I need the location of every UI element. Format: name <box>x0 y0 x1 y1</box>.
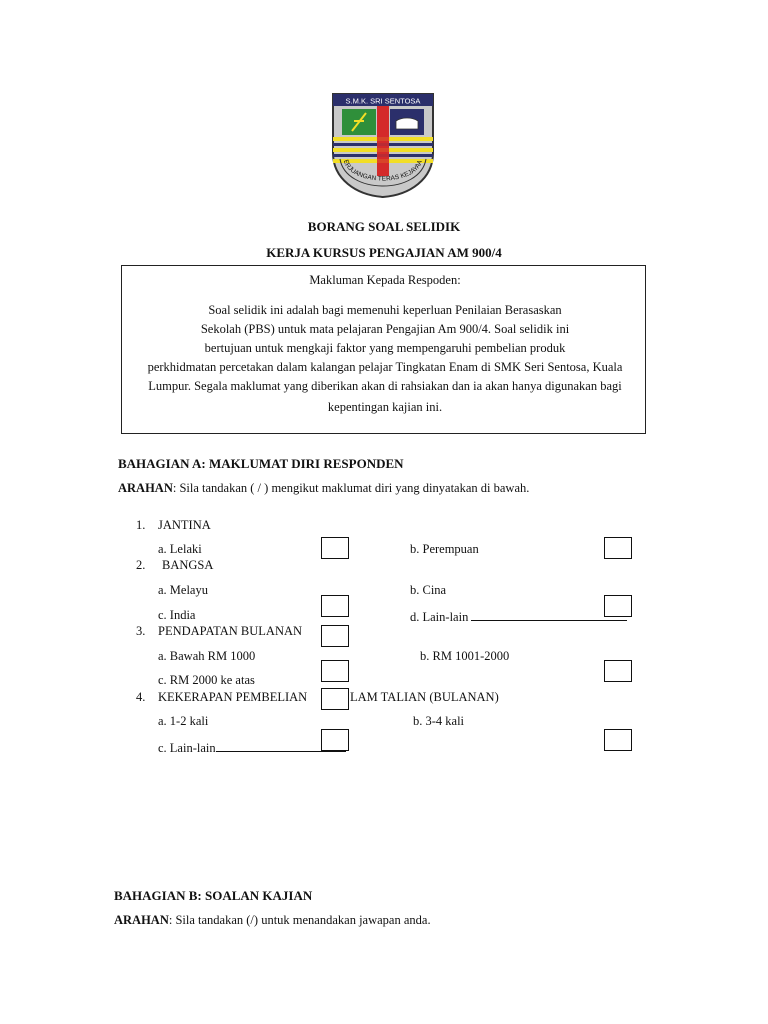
instruction-text: : Sila tandakan ( / ) mengikut maklumat diri yang dinyatakan di bawah. <box>172 481 530 495</box>
instruction-label: ARAHAN <box>118 481 173 495</box>
option-label: d. Lain-lain <box>410 610 469 624</box>
crest-motto: ERJUANGAN TERAS KEJAYAA <box>341 158 425 183</box>
fill-in-line[interactable] <box>471 608 627 621</box>
form-subtitle: KERJA KURSUS PENGAJIAN AM 900/4 <box>266 245 502 260</box>
option-label: b. RM 1001-2000 <box>420 649 510 663</box>
section-a-heading: BAHAGIAN A: MAKLUMAT DIRI RESPONDEN <box>118 456 404 471</box>
form-title: BORANG SOAL SELIDIK <box>307 219 461 234</box>
school-crest <box>330 91 436 199</box>
option-label: c. Lain-lain <box>158 741 216 755</box>
checkbox-bawah-1000[interactable] <box>321 660 349 682</box>
question-label-kekerapan-rest: LAM TALIAN (BULANAN) <box>350 690 499 704</box>
checkbox-3-4-kali[interactable] <box>604 729 632 751</box>
checkbox-lelaki[interactable] <box>321 537 349 559</box>
question-number: 4. <box>136 690 146 704</box>
section-a-instruction <box>118 481 529 496</box>
option-label: c. India <box>158 608 196 622</box>
notice-heading: Makluman Kepada Respoden: <box>309 273 461 287</box>
checkbox-1001-2000[interactable] <box>604 660 632 682</box>
checkbox-india[interactable] <box>321 625 349 647</box>
crest-top-text: S.M.K. SRI SENTOSA <box>345 96 421 106</box>
question-number: 2. <box>136 558 146 572</box>
notice-line: kepentingan kajian ini. <box>327 400 443 414</box>
notice-line: perkhidmatan percetakan dalam kalangan pelajar Tingkatan Enam di SMK Seri Sentosa, Kuala <box>147 360 623 374</box>
notice-box <box>121 265 646 434</box>
notice-line: Soal selidik ini adalah bagi memenuhi keperluan Penilaian Berasaskan <box>208 303 562 317</box>
option-label: b. Cina <box>410 583 447 597</box>
fill-in-line[interactable] <box>216 739 346 752</box>
question-label-pendapatan: PENDAPATAN BULANAN <box>158 624 303 638</box>
option-lain-lain <box>410 608 627 625</box>
checkbox-2000-ke-atas[interactable] <box>321 688 349 710</box>
instruction-text: : Sila tandakan (/) untuk menandakan jawapan anda. <box>168 913 431 927</box>
option-label: b. 3-4 kali <box>413 714 465 728</box>
checkbox-perempuan[interactable] <box>604 537 632 559</box>
question-number: 1. <box>136 518 146 532</box>
notice-line: Lumpur. Segala maklumat yang diberikan akan di rahsiakan dan ia akan hanya digunakan bagi <box>148 379 622 393</box>
section-b-heading: BAHAGIAN B: SOALAN KAJIAN <box>114 888 313 903</box>
notice-line: bertujuan untuk mengkaji faktor yang mempengaruhi pembelian produk <box>204 341 566 355</box>
option-label: b. Perempuan <box>410 542 479 556</box>
option-lain-lain-kekerapan <box>158 739 346 756</box>
checkbox-melayu[interactable] <box>321 595 349 617</box>
option-label: a. Lelaki <box>158 542 202 556</box>
notice-line: Sekolah (PBS) untuk mata pelajaran Pengajian Am 900/4. Soal selidik ini <box>200 322 570 336</box>
option-label: c. RM 2000 ke atas <box>158 673 255 687</box>
option-label: a. Bawah RM 1000 <box>158 649 256 663</box>
option-label: a. Melayu <box>158 583 208 597</box>
question-label-kekerapan: KEKERAPAN PEMBELIAN <box>158 690 308 704</box>
option-label: a. 1-2 kali <box>158 714 209 728</box>
question-label-jantina: JANTINA <box>158 518 211 532</box>
question-label-bangsa: BANGSA <box>162 558 214 572</box>
question-number: 3. <box>136 624 146 638</box>
section-b-instruction <box>114 913 431 928</box>
instruction-label: ARAHAN <box>114 913 169 927</box>
